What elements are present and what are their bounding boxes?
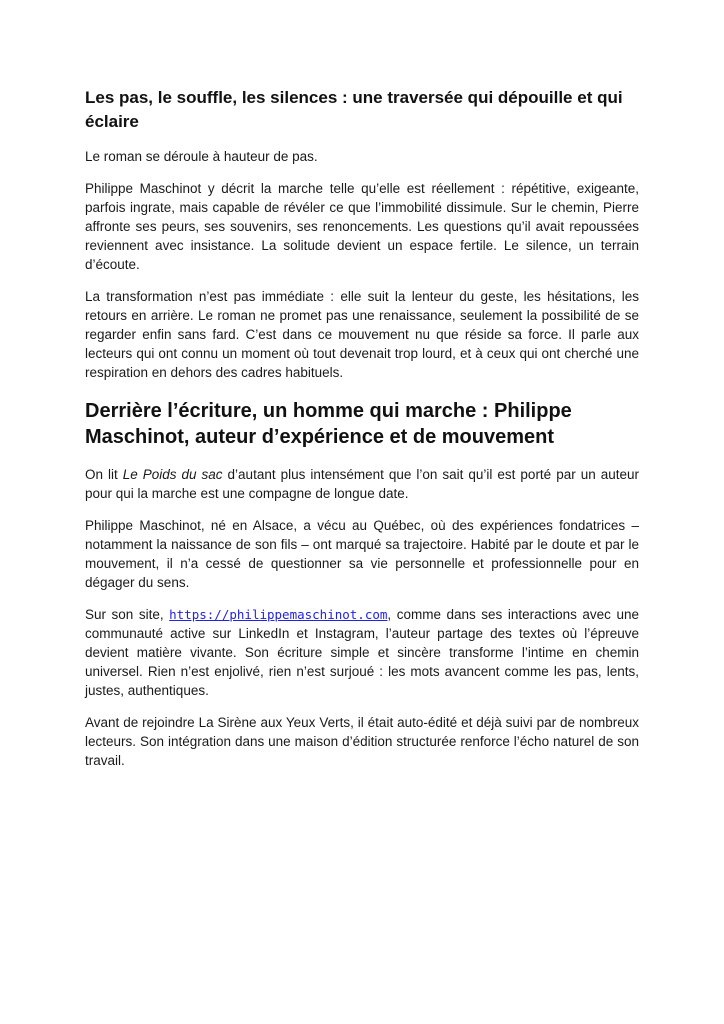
section-heading-auteur: Derrière l’écriture, un homme qui marche : Philippe Maschinot, auteur d’expérience et de mouvement [85, 400, 572, 448]
paragraph-transformation: La transformation n’est pas immédiate : elle suit la lenteur du geste, les hésitations, les retours en arrière. Le roman ne promet pas une renaissance, seulement la possibilité de se regarder enfin sans fard. C’est dans ce mouvement nu que réside sa force. Il parle aux lecteurs qui ont connu un moment où tout devenait trop lourd, et à ceux qui ont cherché une respiration en dehors des cadres habituels. [85, 289, 639, 380]
paragraph-roman-hauteur-de-pas: Le roman se déroule à hauteur de pas. [85, 149, 318, 164]
paragraph-biographie: Philippe Maschinot, né en Alsace, a vécu au Québec, où des expériences fondatrices – notamment la naissance de son fils – ont marqué sa trajectoire. Habité par le doute et par le mouvement, il n’a cessé de questionner sa vie personnelle et professionnelle pour en dégager du sens. [85, 518, 639, 590]
book-title-le-poids-du-sac: Le Poids du sac [122, 467, 223, 482]
section-heading-traversee: Les pas, le souffle, les silences : une traversée qui dépouille et qui éclaire [85, 88, 623, 131]
paragraph-poids-du-sac-before: On lit [85, 467, 123, 482]
paragraph-poids-du-sac [85, 465, 639, 503]
paragraph-site-after: , comme dans ses interactions avec une communauté active sur LinkedIn et Instagram, l’auteur partage des textes où l’épreuve devient matière vivante. Son écriture simple et sincère transforme l’intime en chemin universel. Rien n’est enjolivé, rien n’est surjoué : les mots avancent comme les pas, lents, justes, authentiques. [85, 607, 639, 698]
paragraph-poids-du-sac-after: d’autant plus intensément que l’on sait qu’il est porté par un auteur pour qui la marche est une compagne de longue date. [85, 467, 639, 501]
author-website-link[interactable]: https://philippemaschinot.com [169, 607, 388, 622]
paragraph-site-before: Sur son site, [85, 607, 170, 622]
paragraph-sirene-aux-yeux-verts: Avant de rejoindre La Sirène aux Yeux Verts, il était auto-édité et déjà suivi par de nombreux lecteurs. Son intégration dans une maison d’édition structurée renforce l’écho naturel de son travail. [85, 715, 639, 768]
paragraph-description-marche: Philippe Maschinot y décrit la marche telle qu’elle est réellement : répétitive, exigeante, parfois ingrate, mais capable de révéler ce que l’immobilité dissimule. Sur le chemin, Pierre affronte ses peurs, ses souvenirs, ses renoncements. Les questions qu’il avait repoussées reviennent avec insistance. La solitude devient un espace fertile. Le silence, un terrain d’écoute. [85, 181, 639, 272]
paragraph-site-et-reseaux [85, 605, 639, 700]
